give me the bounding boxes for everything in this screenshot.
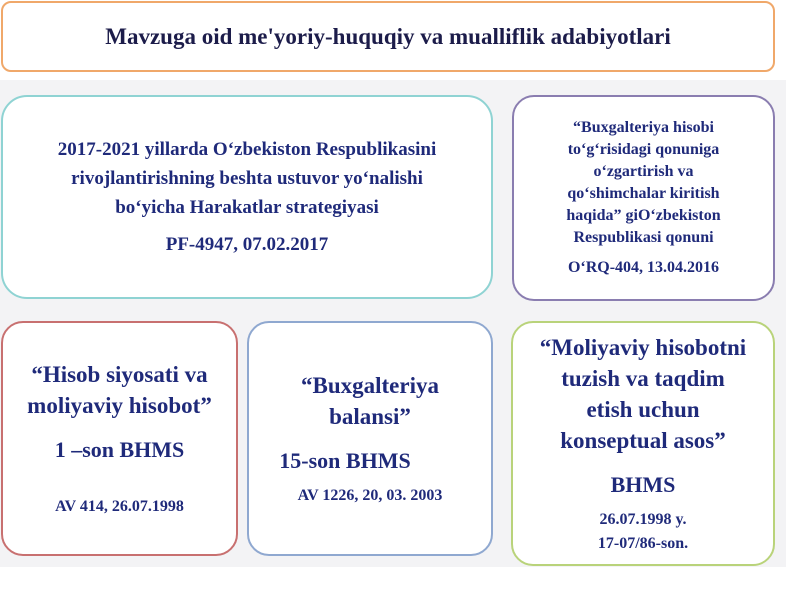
card-line: o‘zgartirish va <box>593 163 694 180</box>
card-line: rivojlantirishning beshta ustuvor yo‘nalishi <box>71 168 423 189</box>
card-line: “Moliyaviy hisobotni <box>539 334 747 360</box>
card-standard: BHMS <box>610 471 676 497</box>
card-line: tuzish va taqdim <box>561 365 725 391</box>
card-conceptual-framework <box>511 321 775 566</box>
card-line: Respublikasi qonuni <box>573 229 714 246</box>
card-line: 2017-2021 yillarda O‘zbekiston Respublikasini <box>57 139 437 160</box>
card-line: bo‘yicha Harakatlar strategiyasi <box>115 197 379 218</box>
card-line: konseptual asos” <box>560 427 726 453</box>
card-line: to‘g‘risidagi qonuniga <box>567 141 720 158</box>
card-reference: PF-4947, 07.02.2017 <box>165 234 329 255</box>
slide-title: Mavzuga oid me'yoriy-huquqiy va mualliflik adabiyotlari <box>105 23 671 49</box>
card-reference: AV 1226, 20, 03. 2003 <box>297 486 443 504</box>
card-line: haqida” giO‘zbekiston <box>566 207 721 224</box>
card-reference: 26.07.1998 y. <box>599 510 687 528</box>
card-bhms-15 <box>247 321 493 556</box>
card-line: balansi” <box>329 403 411 429</box>
card-standard: 1 –son BHMS <box>54 436 185 462</box>
card-reference: 17-07/86-son. <box>597 534 689 552</box>
card-line: qo‘shimchalar kiritish <box>567 185 720 202</box>
card-accounting-law <box>512 95 775 301</box>
card-standard: 15-son BHMS <box>279 447 411 473</box>
card-action-strategy <box>1 95 493 299</box>
card-line: “Buxgalteriya <box>301 372 439 398</box>
card-reference: AV 414, 26.07.1998 <box>55 497 184 515</box>
title-box <box>1 1 775 72</box>
card-line: “Buxgalteriya hisobi <box>573 119 714 136</box>
card-line: moliyaviy hisobot” <box>27 392 212 418</box>
card-line: “Hisob siyosati va <box>31 361 208 387</box>
card-bhms-1 <box>1 321 238 556</box>
card-reference: O‘RQ-404, 13.04.2016 <box>567 259 720 276</box>
card-line: etish uchun <box>586 396 700 422</box>
